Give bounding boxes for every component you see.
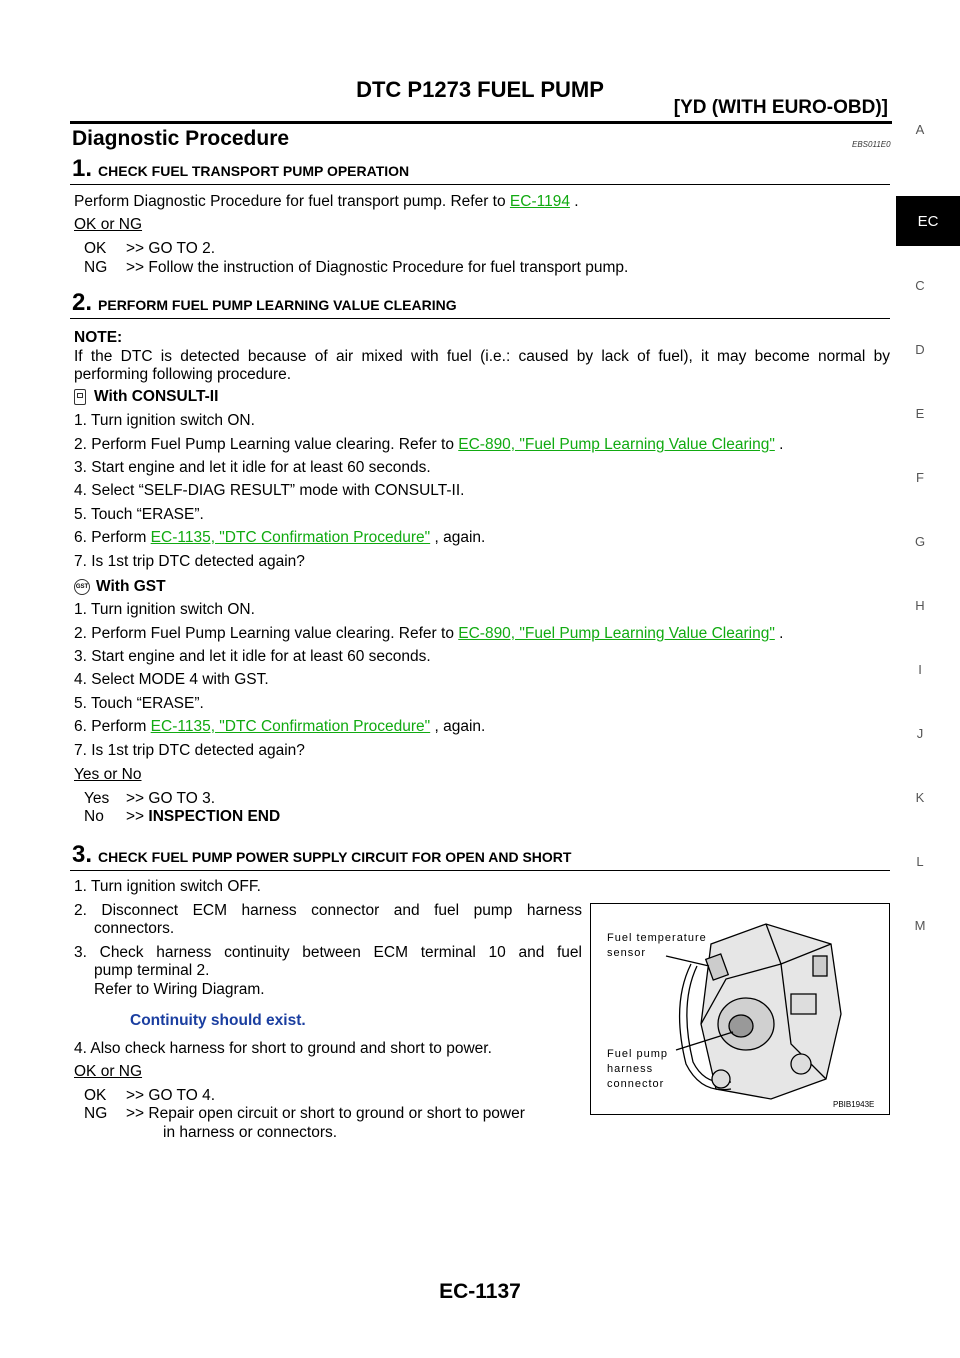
section-title: Diagnostic Procedure — [72, 127, 290, 150]
consult-step-6-end: , again. — [430, 529, 486, 546]
consult-step-5: 5. Touch “ERASE”. — [74, 506, 204, 523]
step1-number: 1. — [72, 155, 93, 182]
fuel-pump-figure — [590, 903, 890, 1115]
step1-okng: OK or NG — [74, 216, 143, 233]
gst-step-4: 4. Select MODE 4 with GST. — [74, 671, 269, 688]
consult-step-1: 1. Turn ignition switch ON. — [74, 412, 255, 429]
header-rule — [70, 121, 892, 124]
step1-ok-text: >> GO TO 2. — [126, 240, 216, 257]
yes-text: >> GO TO 3. — [126, 790, 216, 807]
step3-ok-label: OK — [84, 1087, 107, 1104]
consult-title: With CONSULT-II — [94, 388, 219, 405]
gst-step-1: 1. Turn ignition switch ON. — [74, 601, 255, 618]
link-ec-890-gst[interactable]: EC-890, "Fuel Pump Learning Value Clearing" — [458, 625, 775, 642]
fig-label-connector-2: harness — [607, 1063, 654, 1075]
link-ec-1135-consult[interactable]: EC-1135, "DTC Confirmation Procedure" — [150, 529, 431, 546]
step2-number: 2. — [72, 289, 93, 316]
step1-text-start: Perform Diagnostic Procedure for fuel transport pump. Refer to — [74, 193, 510, 210]
step1-ng-text: >> Follow the instruction of Diagnostic Procedure for fuel transport pump. — [126, 259, 629, 276]
step3-okng: OK or NG — [74, 1063, 143, 1080]
yes-label: Yes — [84, 790, 110, 807]
yes-or-no: Yes or No — [74, 766, 142, 783]
gst-title: With GST — [96, 578, 166, 595]
step1-ng-label: NG — [84, 259, 108, 276]
gst-heading — [74, 578, 166, 596]
page-number: EC-1137 — [439, 1280, 521, 1303]
step3-line-3b: pump terminal 2. — [94, 962, 210, 979]
side-index-c[interactable]: C — [915, 278, 925, 293]
step3-ng-text-2: in harness or connectors. — [163, 1124, 338, 1141]
step3-ok-text: >> GO TO 4. — [126, 1087, 216, 1104]
link-ec-1194[interactable]: EC-1194 — [509, 193, 570, 210]
consult-step-7: 7. Is 1st trip DTC detected again? — [74, 553, 305, 570]
consult-step-3: 3. Start engine and let it idle for at least 60 seconds. — [74, 459, 431, 476]
consult-step-2-end: . — [774, 436, 784, 453]
no-text: INSPECTION END — [148, 808, 281, 825]
step3-ng-text-1: >> Repair open circuit or short to ground or short to power — [126, 1105, 525, 1122]
side-index-d[interactable]: D — [915, 342, 925, 357]
gst-step-2-end: . — [774, 625, 784, 642]
side-index-j[interactable]: J — [916, 726, 924, 741]
step2-rule — [70, 318, 890, 319]
figure-code: PBIB1943E — [833, 1100, 875, 1109]
gst-step-7: 7. Is 1st trip DTC detected again? — [74, 742, 305, 759]
page-title: DTC P1273 FUEL PUMP — [356, 77, 604, 102]
consult-step-4: 4. Select “SELF-DIAG RESULT” mode with CONSULT-II. — [74, 482, 465, 499]
side-index-f[interactable]: F — [916, 470, 924, 485]
side-index-ec-active[interactable]: EC — [896, 196, 960, 246]
step1-rule — [70, 184, 890, 185]
no-label: No — [84, 808, 104, 825]
gst-step-6 — [74, 718, 485, 736]
step3-number: 3. — [72, 841, 93, 868]
step1-heading — [72, 155, 409, 183]
link-ec-1135-gst[interactable]: EC-1135, "DTC Confirmation Procedure" — [150, 718, 431, 735]
step1-text — [74, 193, 579, 211]
no-result — [126, 808, 280, 826]
step2-title: PERFORM FUEL PUMP LEARNING VALUE CLEARING — [98, 297, 457, 313]
link-ec-890-consult[interactable]: EC-890, "Fuel Pump Learning Value Clearing" — [458, 436, 775, 453]
step2-heading — [72, 289, 457, 317]
step3-line-1: 1. Turn ignition switch OFF. — [74, 878, 261, 895]
gst-step-3: 3. Start engine and let it idle for at least 60 seconds. — [74, 648, 431, 665]
section-code: EBS011E0 — [852, 140, 891, 149]
step3-line-2b: connectors. — [94, 920, 175, 937]
side-index-e[interactable]: E — [915, 406, 925, 421]
step3-rule — [70, 870, 890, 871]
side-index-l[interactable]: L — [916, 854, 924, 869]
side-index-g[interactable]: G — [914, 534, 926, 549]
step3-line-2a: 2. Disconnect ECM harness connector and fuel pump harness — [74, 902, 582, 919]
step1-ok-label: OK — [84, 240, 107, 257]
consult-step-6-text: 6. Perform — [74, 529, 151, 546]
consult-step-2-text: 2. Perform Fuel Pump Learning value clearing. Refer to — [74, 436, 459, 453]
note-line-1: If the DTC is detected because of air mixed with fuel (i.e.: caused by lack of fuel), it may become normal by — [74, 348, 890, 365]
consult-step-2 — [74, 436, 783, 454]
fig-label-connector-3: connector — [607, 1078, 665, 1090]
step1-text-end: . — [569, 193, 579, 210]
gst-icon: GST — [74, 579, 90, 595]
no-arrow: >> — [126, 808, 145, 825]
gst-step-6-end: , again. — [430, 718, 486, 735]
consult-icon — [74, 389, 86, 405]
note-line-2: performing following procedure. — [74, 366, 292, 383]
side-index-i[interactable]: I — [918, 662, 922, 677]
fig-label-connector-1: Fuel pump — [607, 1048, 668, 1060]
fig-label-sensor-1: Fuel temperature — [607, 932, 707, 944]
consult-heading — [74, 388, 218, 406]
side-index-h[interactable]: H — [915, 598, 925, 613]
step1-title: CHECK FUEL TRANSPORT PUMP OPERATION — [98, 163, 410, 179]
step3-line-3c: Refer to Wiring Diagram. — [94, 981, 265, 998]
fig-label-sensor-2: sensor — [607, 947, 647, 959]
step3-heading — [72, 841, 571, 869]
page-subtitle: [YD (WITH EURO-OBD)] — [673, 97, 888, 118]
consult-step-6 — [74, 529, 485, 547]
side-index-a[interactable]: A — [915, 122, 925, 137]
gst-step-2 — [74, 625, 783, 643]
step3-title: CHECK FUEL PUMP POWER SUPPLY CIRCUIT FOR OPEN AND SHORT — [98, 849, 572, 865]
side-index-k[interactable]: K — [915, 790, 925, 805]
continuity-spec: Continuity should exist. — [130, 1012, 306, 1029]
gst-step-6-text: 6. Perform — [74, 718, 151, 735]
note-label: NOTE: — [74, 329, 123, 346]
gst-step-5: 5. Touch “ERASE”. — [74, 695, 204, 712]
side-index-m[interactable]: M — [914, 918, 926, 933]
step3-line-4: 4. Also check harness for short to ground and short to power. — [74, 1040, 492, 1057]
step3-line-3a: 3. Check harness continuity between ECM terminal 10 and fuel — [74, 944, 582, 961]
step3-ng-label: NG — [84, 1105, 108, 1122]
gst-step-2-text: 2. Perform Fuel Pump Learning value clearing. Refer to — [74, 625, 459, 642]
